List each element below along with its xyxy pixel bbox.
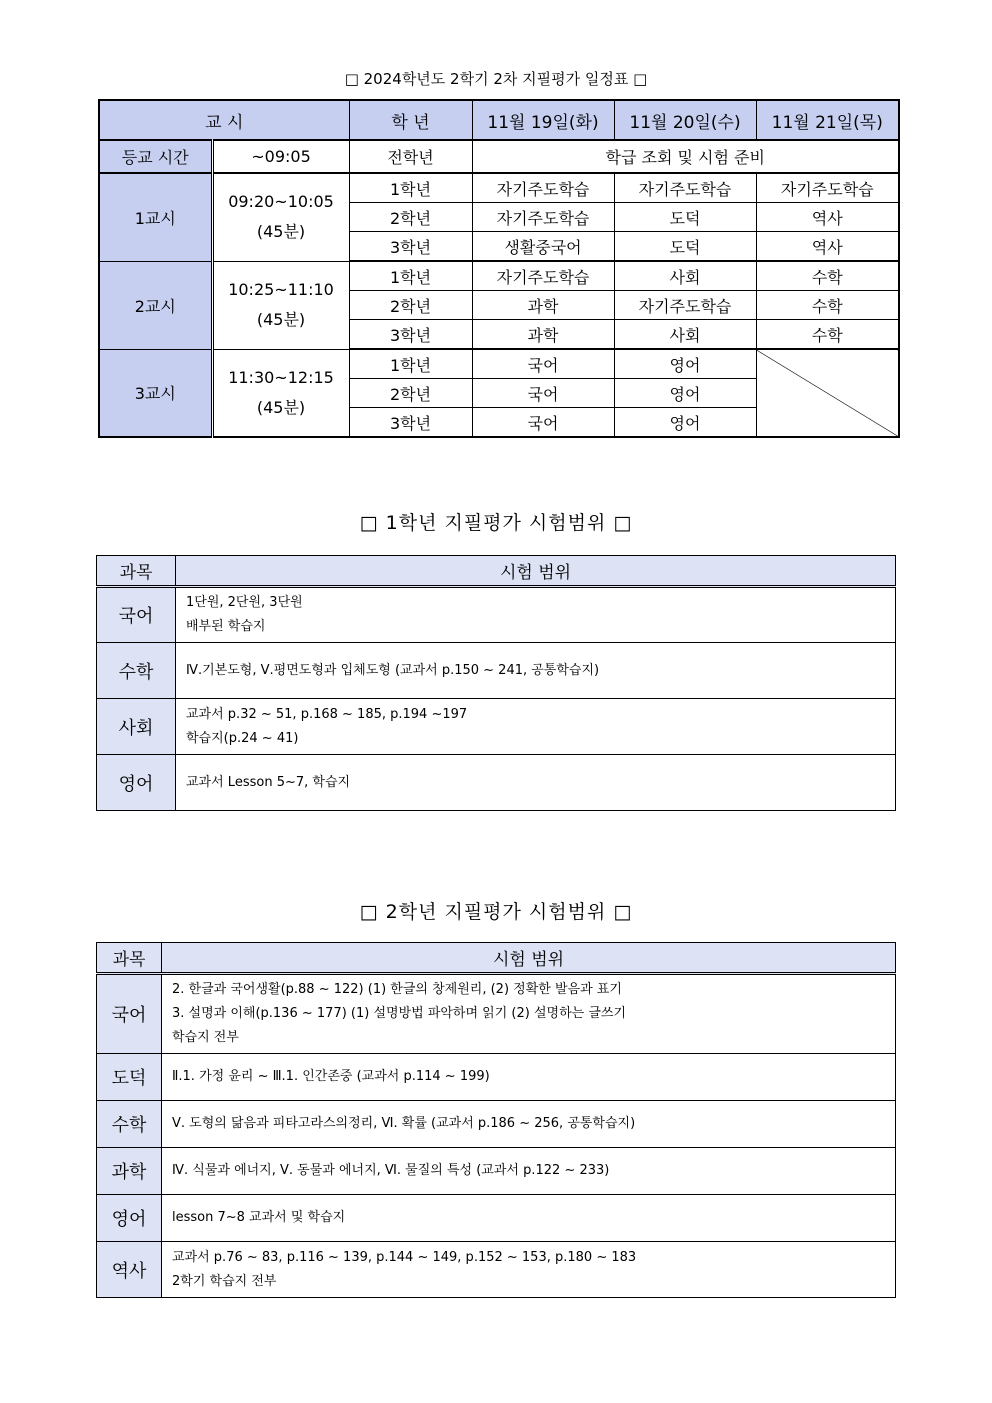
range-row: [97, 587, 896, 643]
subject-cell: 국어: [472, 408, 614, 438]
arrival-activity: 학급 조회 및 시험 준비: [472, 140, 899, 173]
period-duration: (45분): [256, 310, 306, 329]
range-content: [176, 755, 896, 811]
range-row: [97, 1101, 896, 1148]
subject-label: 수학: [97, 643, 176, 699]
subject-cell: 사회: [614, 261, 756, 291]
subject-cell: 영어: [614, 379, 756, 408]
period-time-range: 11:30~12:15: [228, 367, 334, 387]
schedule-row: [99, 349, 899, 379]
range-content: [162, 1054, 896, 1101]
period-duration: (45분): [256, 222, 306, 242]
range-line: 학습지 전부: [172, 1030, 239, 1045]
subject-cell: 영어: [614, 349, 756, 379]
period-label: 2교시: [99, 261, 212, 349]
subject-cell: 자기주도학습: [472, 261, 614, 291]
range-line: lesson 7~8 교과서 및 학습지: [172, 1210, 346, 1225]
subject-cell: 수학: [756, 261, 899, 291]
period-label: 3교시: [99, 349, 212, 437]
grade-cell: 1학년: [349, 261, 472, 291]
col-range-header: 시험 범위: [176, 556, 896, 587]
range-content: [176, 699, 896, 755]
range-content: [162, 1242, 896, 1298]
subject-label: 역사: [97, 1242, 162, 1298]
period-time-range: 10:25~11:10: [228, 280, 334, 299]
range-row: [97, 699, 896, 755]
period-duration: (45분): [256, 397, 306, 417]
schedule-header-row: [99, 100, 899, 140]
period-time: [212, 173, 349, 261]
subject-cell: 사회: [614, 320, 756, 350]
grade-cell: 2학년: [349, 379, 472, 408]
grade1-range-title: □ 1학년 지필평가 시험범위 □: [359, 512, 633, 534]
period-label: 1교시: [99, 173, 212, 261]
arrival-row: [99, 140, 899, 173]
range-line: Ⅱ.1. 가정 윤리 ~ Ⅲ.1. 인간존중 (교과서 p.114 ~ 199): [172, 1069, 490, 1084]
subject-label: 국어: [97, 974, 162, 1054]
grade-cell: 2학년: [349, 291, 472, 320]
subject-cell: 자기주도학습: [614, 291, 756, 320]
arrival-time: ~09:05: [212, 140, 349, 173]
grade-cell: 3학년: [349, 320, 472, 350]
col-subject-header: 과목: [97, 943, 162, 974]
header-day1: 11월 19일(화): [472, 100, 614, 140]
schedule-row: [99, 261, 899, 291]
subject-cell: 자기주도학습: [614, 173, 756, 203]
range-line: Ⅳ.기본도형, Ⅴ.평면도형과 입체도형 (교과서 p.150 ~ 241, 공통학습지): [186, 662, 600, 678]
header-day2: 11월 20일(수): [614, 100, 756, 140]
grade-cell: 3학년: [349, 408, 472, 438]
range-line: 배부된 학습지: [186, 619, 266, 634]
range-header-row: [97, 556, 896, 587]
period-time: [212, 261, 349, 349]
empty-diagonal-cell: [756, 349, 899, 437]
grade-cell: 1학년: [349, 173, 472, 203]
range-content: [176, 643, 896, 699]
period-time: [212, 349, 349, 437]
range-line: 1단원, 2단원, 3단원: [186, 595, 303, 610]
subject-cell: 국어: [472, 349, 614, 379]
grade-cell: 1학년: [349, 349, 472, 379]
exam-schedule-table: [98, 99, 900, 438]
subject-cell: 과학: [472, 291, 614, 320]
subject-cell: 자기주도학습: [472, 203, 614, 232]
subject-cell: 도덕: [614, 203, 756, 232]
range-content: [162, 974, 896, 1054]
col-subject-header: 과목: [97, 556, 176, 587]
subject-cell: 자기주도학습: [472, 173, 614, 203]
range-line: Ⅳ. 식물과 에너지, Ⅴ. 동물과 에너지, Ⅵ. 물질의 특성 (교과서 p.122 ~ 233): [172, 1163, 610, 1178]
range-row: [97, 1242, 896, 1298]
range-line: 교과서 Lesson 5~7, 학습지: [186, 774, 351, 790]
header-day3: 11월 21일(목): [756, 100, 899, 140]
subject-cell: 수학: [756, 320, 899, 350]
range-row: [97, 1054, 896, 1101]
range-line: 학습지(p.24 ~ 41): [186, 730, 299, 746]
range-line: 2. 한글과 국어생활(p.88 ~ 122) (1) 한글의 창제원리, (2) 정확한 발음과 표기: [172, 982, 622, 997]
col-range-header: 시험 범위: [162, 943, 896, 974]
range-row: [97, 755, 896, 811]
range-content: [162, 1148, 896, 1195]
range-content: [162, 1101, 896, 1148]
subject-cell: 자기주도학습: [756, 173, 899, 203]
range-line: 2학기 학습지 전부: [172, 1273, 277, 1289]
range-row: [97, 643, 896, 699]
subject-cell: 역사: [756, 232, 899, 262]
grade-cell: 3학년: [349, 232, 472, 262]
range-line: 3. 설명과 이해(p.136 ~ 177) (1) 설명방법 파악하며 읽기 (2) 설명하는 글쓰기: [172, 1006, 627, 1021]
range-content: [176, 587, 896, 643]
range-line: Ⅴ. 도형의 닮음과 피타고라스의정리, Ⅵ. 확률 (교과서 p.186 ~ 256, 공통학습지): [172, 1116, 636, 1131]
range-content: [162, 1195, 896, 1242]
subject-label: 영어: [97, 1195, 162, 1242]
subject-cell: 역사: [756, 203, 899, 232]
schedule-row: [99, 173, 899, 203]
period-time-range: 09:20~10:05: [228, 192, 334, 212]
subject-cell: 영어: [614, 408, 756, 438]
schedule-title: □ 2024학년도 2학기 2차 지필평가 일정표 □: [344, 70, 648, 88]
range-row: [97, 1148, 896, 1195]
subject-cell: 생활중국어: [472, 232, 614, 262]
subject-cell: 도덕: [614, 232, 756, 262]
grade-cell: 2학년: [349, 203, 472, 232]
subject-label: 국어: [97, 587, 176, 643]
subject-cell: 과학: [472, 320, 614, 350]
arrival-label: 등교 시간: [99, 140, 212, 173]
range-row: [97, 1195, 896, 1242]
subject-label: 도덕: [97, 1054, 162, 1101]
subject-label: 사회: [97, 699, 176, 755]
range-header-row: [97, 943, 896, 974]
subject-cell: 수학: [756, 291, 899, 320]
header-period: 교 시: [99, 100, 349, 140]
range-line: 교과서 p.76 ~ 83, p.116 ~ 139, p.144 ~ 149, p.152 ~ 153, p.180 ~ 183: [172, 1249, 637, 1265]
grade2-range-title: □ 2학년 지필평가 시험범위 □: [359, 901, 633, 923]
grade2-range-table: [96, 942, 896, 1298]
grade1-range-table: [96, 555, 896, 811]
arrival-grade: 전학년: [349, 140, 472, 173]
range-line: 교과서 p.32 ~ 51, p.168 ~ 185, p.194 ~197: [186, 706, 468, 722]
subject-label: 영어: [97, 755, 176, 811]
subject-label: 과학: [97, 1148, 162, 1195]
subject-label: 수학: [97, 1101, 162, 1148]
range-row: [97, 974, 896, 1054]
subject-cell: 국어: [472, 379, 614, 408]
header-grade: 학 년: [349, 100, 472, 140]
